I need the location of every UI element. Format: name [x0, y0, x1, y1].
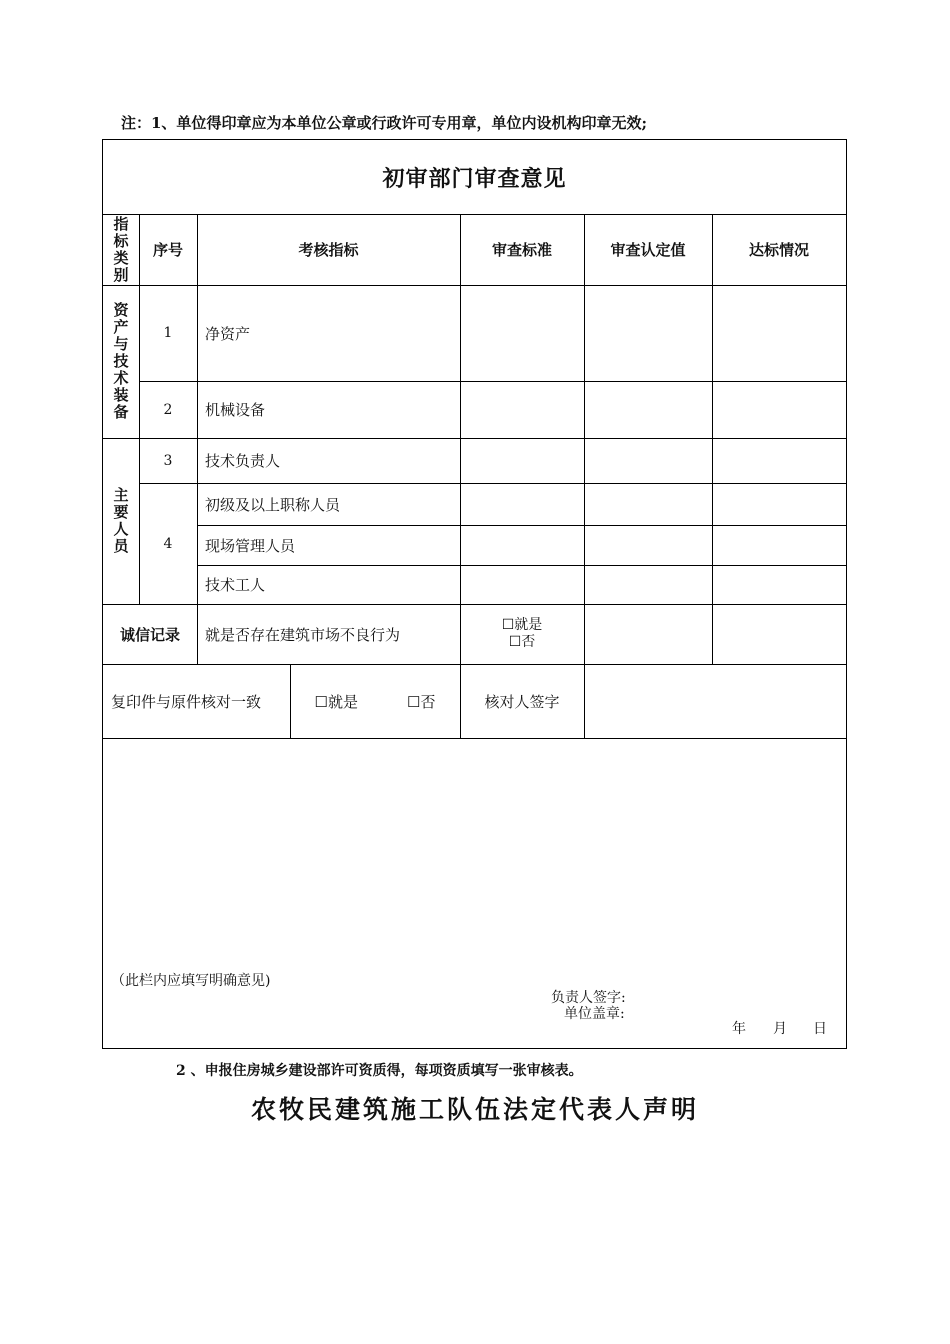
group-assets: 资 产 与 技 术 装 备: [113, 301, 129, 421]
row-indicator: 现场管理人员: [205, 536, 296, 555]
declaration-title: 农牧民建筑施工队伍法定代表人声明: [250, 1095, 699, 1124]
copy-check-no-checkbox[interactable]: ☐否: [407, 692, 436, 711]
opinion-hint: （此栏内应填写明确意见): [111, 973, 271, 989]
date-year: 年: [732, 1021, 746, 1037]
row-seq: 2: [163, 401, 173, 418]
row-indicator: 技术工人: [205, 576, 266, 594]
copy-check-options: [290, 664, 460, 738]
note-2: 2 、申报住房城乡建设部许可资质得，每项资质填写一张审核表。: [176, 1063, 583, 1079]
header-value: 审查认定值: [610, 241, 686, 259]
date-month: 月: [773, 1021, 787, 1037]
note-1: 注：1、单位得印章应为本单位公章或行政许可专用章，单位内设机构印章无效;: [121, 114, 647, 132]
integrity-label: 诚信记录: [119, 625, 180, 644]
signer-label: 核对人签字: [484, 692, 560, 711]
integrity-options: [460, 604, 584, 664]
row-indicator: 净资产: [205, 324, 251, 343]
group-personnel: 主 要 人 员: [113, 486, 129, 555]
integrity-no-checkbox[interactable]: ☐否: [508, 634, 536, 650]
row-seq: 4: [163, 535, 173, 552]
table-title: 初审部门审查意见: [382, 165, 567, 192]
header-category: 指 标 类 别: [113, 214, 129, 284]
signer-field[interactable]: [584, 664, 846, 738]
date-day: 日: [813, 1021, 827, 1037]
unit-seal-label: 单位盖章:: [564, 1006, 625, 1022]
row-indicator: 机械设备: [205, 401, 266, 419]
row-indicator: 技术负责人: [205, 452, 281, 470]
copy-check-yes-checkbox[interactable]: ☐就是: [314, 692, 358, 711]
header-seq: 序号: [152, 241, 183, 259]
review-table: [102, 139, 847, 1049]
integrity-question: 就是否存在建筑市场不良行为: [205, 625, 401, 644]
copy-check-label: 复印件与原件核对一致: [111, 692, 262, 711]
header-status: 达标情况: [748, 241, 809, 259]
row-seq: 1: [163, 325, 173, 341]
integrity-yes-checkbox[interactable]: ☐就是: [501, 617, 543, 633]
principal-sign-label: 负责人签字:: [551, 990, 626, 1006]
row-indicator: 初级及以上职称人员: [205, 495, 341, 514]
header-standard: 审查标准: [491, 241, 552, 259]
header-indicator: 考核指标: [298, 241, 359, 259]
row-seq: 3: [163, 452, 173, 469]
